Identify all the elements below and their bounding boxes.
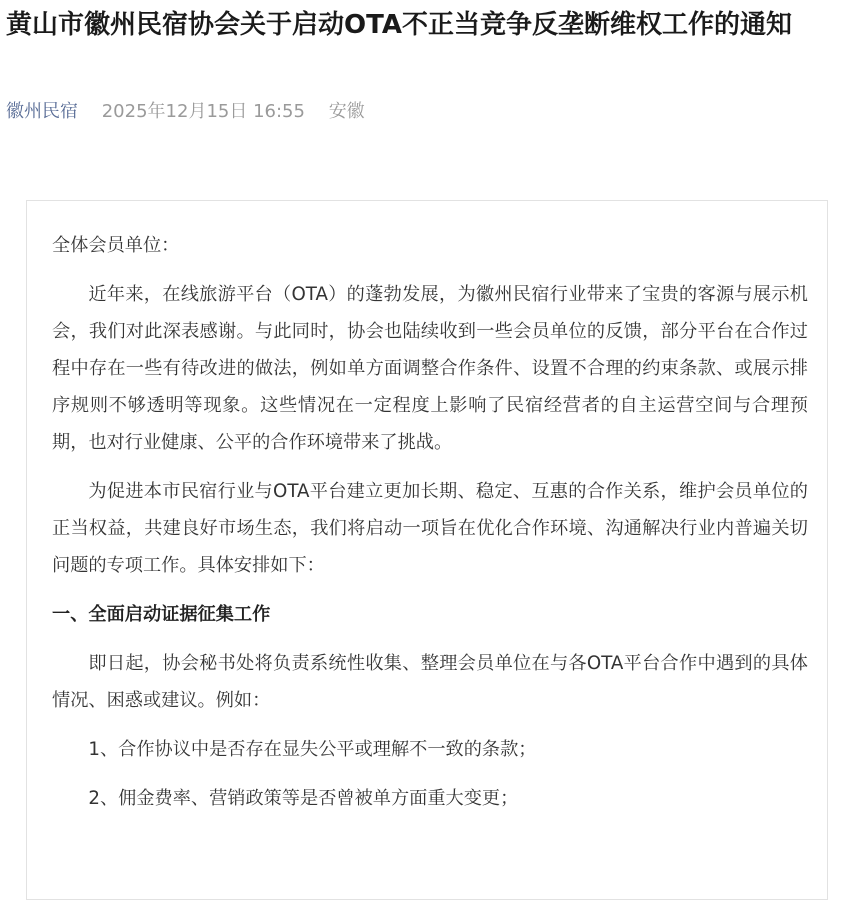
salutation: 全体会员单位： [52,235,180,256]
paragraph: 即日起，协会秘书处将负责系统性收集、整理会员单位在与各OTA平台合作中遇到的具体情况、困惑或建议。例如： [52,653,808,711]
article-title: 黄山市徽州民宿协会关于启动OTA不正当竞争反垄断维权工作的通知 [6,10,792,40]
publish-location: 安徽 [328,101,365,122]
paragraph: 为促进本市民宿行业与OTA平台建立更加长期、稳定、互惠的合作关系，维护会员单位的正当权益，共建良好市场生态，我们将启动一项旨在优化合作环境、沟通解决行业内普遍关切问题的专项工作。具体安排如下： [52,481,808,576]
article-content-box [26,200,828,900]
publish-date: 2025年12月15日 16:55 [101,101,305,122]
list-item: 1、合作协议中是否存在显失公平或理解不一致的条款； [88,739,537,760]
article-meta [6,98,365,126]
article-body [52,227,808,829]
author-link[interactable]: 徽州民宿 [6,101,78,122]
section-heading: 一、全面启动证据征集工作 [52,604,271,625]
paragraph: 近年来，在线旅游平台（OTA）的蓬勃发展，为徽州民宿行业带来了宝贵的客源与展示机会，我们对此深表感谢。与此同时，协会也陆续收到一些会员单位的反馈，部分平台在合作过程中存在一些有待改进的做法，例如单方面调整合作条件、设置不合理的约束条款、或展示排序规则不够透明等现象。这些情况在一定程度上影响了民宿经营者的自主运营空间与合理预期，也对行业健康、公平的合作环境带来了挑战。 [52,284,808,453]
list-item: 2、佣金费率、营销政策等是否曾被单方面重大变更； [88,788,519,809]
